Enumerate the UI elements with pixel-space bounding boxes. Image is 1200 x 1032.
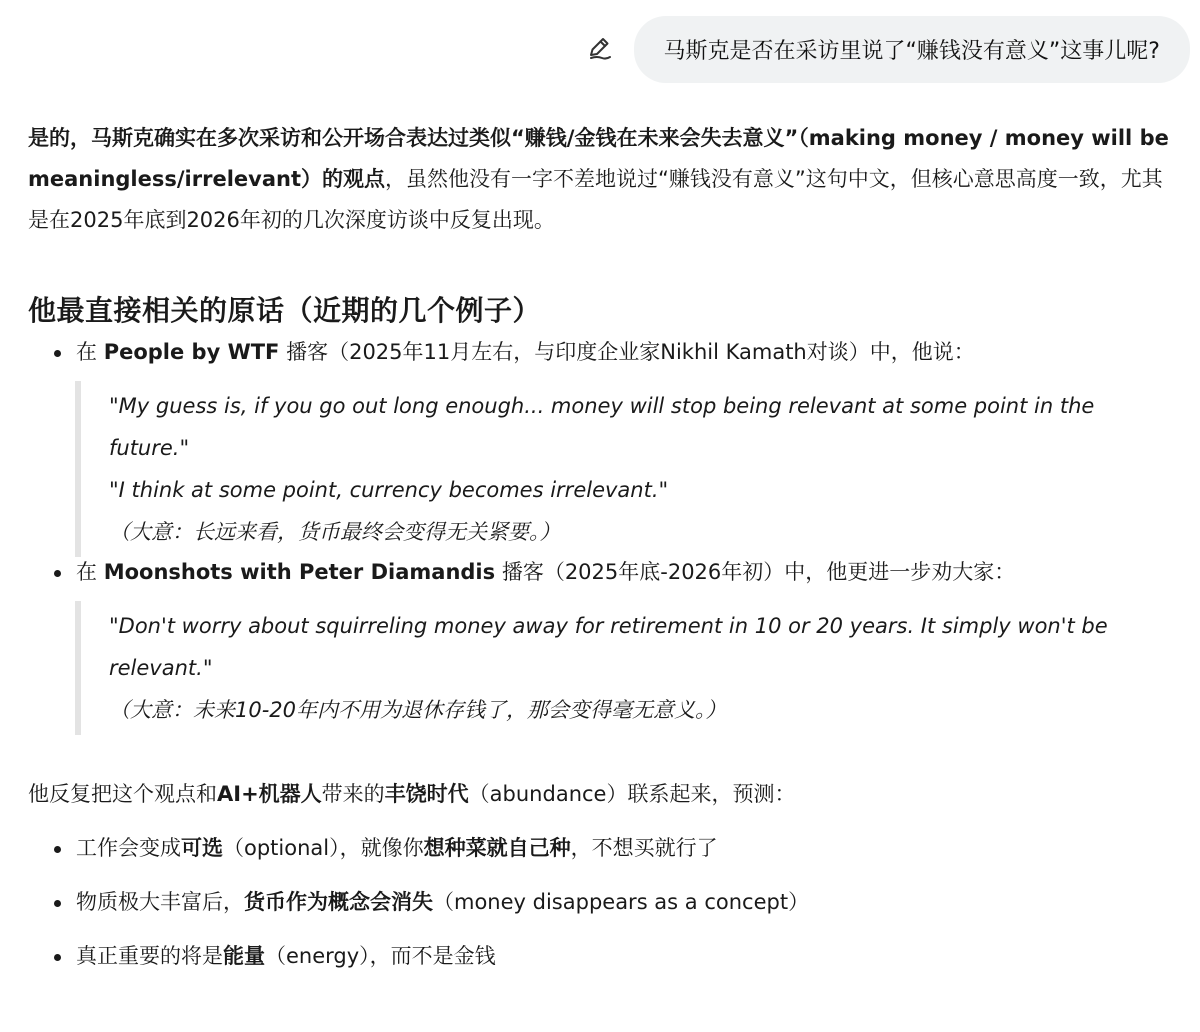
quote-translation: （大意：未来10-20年内不用为退休存钱了，那会变得毫无意义。） [109, 698, 727, 722]
list-item: 真正重要的将是能量（energy），而不是金钱 [28, 941, 1178, 971]
bullet-dot [54, 846, 61, 853]
intro-paragraph [28, 118, 1178, 241]
list-item: 工作会变成可选（optional），就像你想种菜就自己种，不想买就行了 [28, 833, 1178, 863]
user-message-bubble: 马斯克是否在采访里说了“赚钱没有意义”这事儿呢? [634, 16, 1190, 83]
intro-bold: 是的，马斯克确实在多次采访和公开场合表达过类似“赚钱/金钱在未来会失去意义”（making money / money will be meaningless/irrelevant）的观点 [28, 126, 1169, 191]
quote-line: "I think at some point, currency becomes irrelevant." [109, 478, 669, 502]
podcast-name: People by WTF [103, 340, 280, 364]
list-item: 物质极大丰富后，货币作为概念会消失（money disappears as a concept） [28, 887, 1178, 917]
blockquote [75, 601, 1178, 735]
bullet-dot [54, 570, 61, 577]
edit-message-button[interactable] [584, 34, 616, 66]
intro-rest: ，虽然他没有一字不差地说过“赚钱没有意义”这句中文，但核心意思高度一致，尤其是在2025年底到2026年初的几次深度访谈中反复出现。 [28, 167, 1163, 232]
section-heading: 他最直接相关的原话（近期的几个例子） [28, 294, 542, 327]
summary-paragraph: 他反复把这个观点和AI+机器人带来的丰饶时代（abundance）联系起来，预测： [28, 782, 796, 806]
list-item: 在 People by WTF 播客（2025年11月左右，与印度企业家Nikhil Kamath对谈）中，他说： [28, 337, 1178, 367]
user-message-row [584, 16, 1190, 83]
bullet-dot [54, 954, 61, 961]
quote-line: "Don't worry about squirreling money away for retirement in 10 or 20 years. It simply won't be relevant." [109, 614, 1108, 680]
quote-list [28, 557, 1178, 587]
assistant-answer [28, 118, 1178, 971]
bullet-dot [54, 900, 61, 907]
blockquote [75, 381, 1178, 557]
quote-list [28, 337, 1178, 367]
quote-line: "My guess is, if you go out long enough... money will stop being relevant at some point in the future." [109, 394, 1095, 460]
bullet-dot [54, 350, 61, 357]
prediction-list [28, 833, 1178, 971]
quote-translation: （大意：长远来看，货币最终会变得无关紧要。） [109, 520, 561, 544]
pencil-icon [587, 35, 613, 65]
list-item: 在 Moonshots with Peter Diamandis 播客（2025年底-2026年初）中，他更进一步劝大家： [28, 557, 1178, 587]
podcast-name: Moonshots with Peter Diamandis [103, 560, 496, 584]
